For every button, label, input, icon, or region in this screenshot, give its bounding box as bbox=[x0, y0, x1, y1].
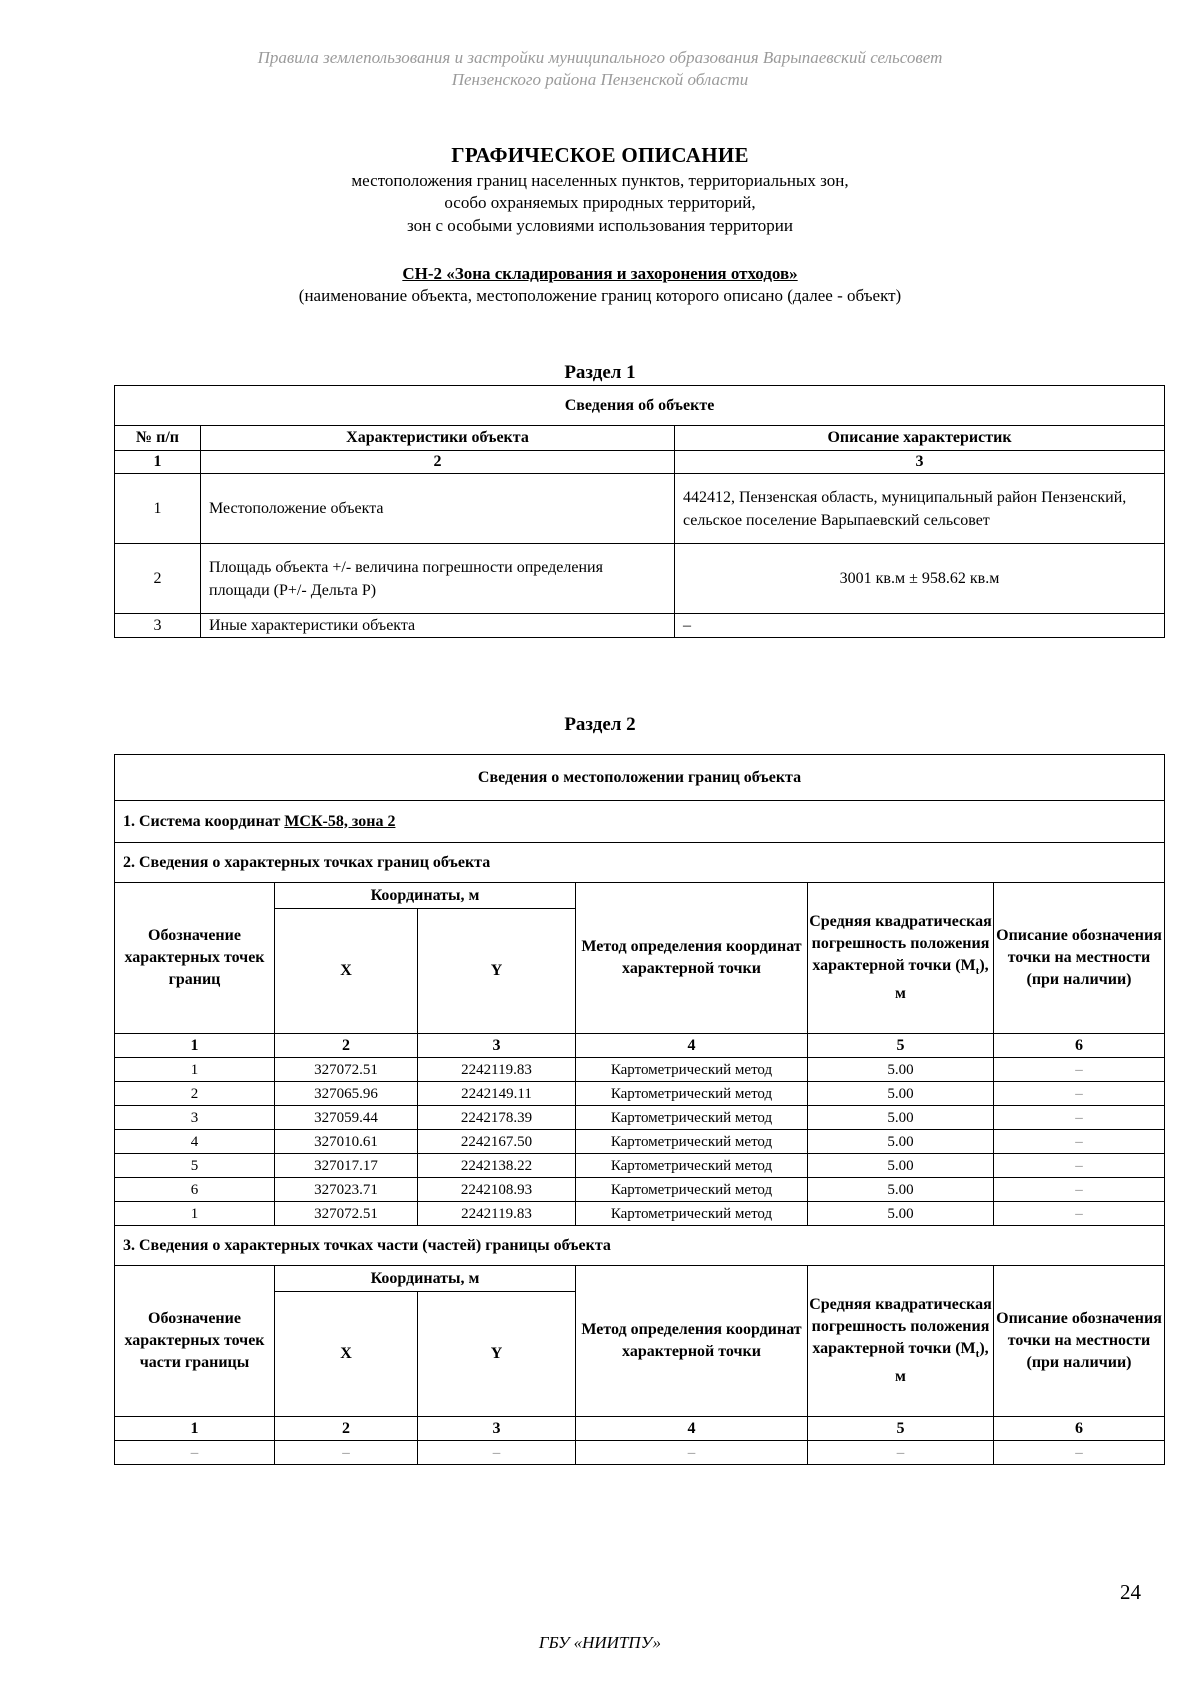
header-point-description: Описание обозначения точки на местности (при наличии) bbox=[994, 883, 1165, 1034]
point-x: 327017.17 bbox=[275, 1154, 418, 1178]
point-error: 5.00 bbox=[808, 1058, 994, 1082]
col-number-2: 2 bbox=[275, 1034, 418, 1058]
document-title: ГРАФИЧЕСКОЕ ОПИСАНИЕ bbox=[451, 143, 749, 167]
header-coordinates: Координаты, м bbox=[275, 1266, 576, 1292]
table-row bbox=[115, 544, 1165, 614]
col-number-4: 4 bbox=[576, 1034, 808, 1058]
table-row bbox=[115, 1106, 1165, 1130]
table-row bbox=[115, 474, 1165, 544]
row-number: 1 bbox=[115, 474, 201, 544]
col-number-1: 1 bbox=[115, 1417, 275, 1441]
header-characteristic: Характеристики объекта bbox=[201, 426, 675, 451]
row-value: – bbox=[675, 614, 1165, 638]
point-y: 2242119.83 bbox=[418, 1202, 576, 1226]
boundary-location-table bbox=[114, 754, 1165, 1465]
object-name-note: (наименование объекта, местоположение границ которого описано (далее - объект) bbox=[298, 286, 902, 305]
coordinate-system: 1. Система координат МСК-58, зона 2 bbox=[115, 801, 1165, 843]
header-coordinates: Координаты, м bbox=[275, 883, 576, 909]
col-number-5: 5 bbox=[808, 1034, 994, 1058]
col-number-5: 5 bbox=[808, 1417, 994, 1441]
table-row bbox=[115, 1441, 1165, 1465]
point-error: 5.00 bbox=[808, 1082, 994, 1106]
point-method: Картометрический метод bbox=[576, 1106, 808, 1130]
page-number: 24 bbox=[1120, 1580, 1141, 1604]
point-description: – bbox=[994, 1058, 1165, 1082]
header-error: Средняя квадратическая погрешность положения характерной точки $(M_t)$, м bbox=[808, 883, 994, 1034]
table-row bbox=[115, 1082, 1165, 1106]
subtitle-line-3: зон с особыми условиями использования территории bbox=[407, 216, 793, 235]
point-method: Картометрический метод bbox=[576, 1154, 808, 1178]
object-name: СН-2 «Зона складирования и захоронения отходов» bbox=[402, 264, 798, 283]
row-characteristic: Местоположение объекта bbox=[201, 474, 675, 544]
coordinate-system-value: МСК-58, зона 2 bbox=[284, 812, 396, 830]
col-number-1: 1 bbox=[115, 451, 201, 474]
object-info-table-title: Сведения об объекте bbox=[115, 386, 1165, 426]
subtitle-line-2: особо охраняемых природных территорий, bbox=[444, 193, 756, 212]
row-number: 3 bbox=[115, 614, 201, 638]
header-number: № п/п bbox=[115, 426, 201, 451]
part-cell: – bbox=[275, 1441, 418, 1465]
part-cell: – bbox=[418, 1441, 576, 1465]
point-method: Картометрический метод bbox=[576, 1082, 808, 1106]
part-cell: – bbox=[576, 1441, 808, 1465]
section-2-title: Раздел 2 bbox=[564, 714, 636, 735]
point-x: 327059.44 bbox=[275, 1106, 418, 1130]
point-y: 2242138.22 bbox=[418, 1154, 576, 1178]
point-method: Картометрический метод bbox=[576, 1178, 808, 1202]
row-value: 3001 кв.м ± 958.62 кв.м bbox=[675, 544, 1165, 614]
running-header-line-1: Правила землепользования и застройки муниципального образования Варыпаевский сельсовет bbox=[257, 48, 943, 67]
point-error: 5.00 bbox=[808, 1178, 994, 1202]
col-number-1: 1 bbox=[115, 1034, 275, 1058]
col-number-6: 6 bbox=[994, 1417, 1165, 1441]
table-row bbox=[115, 1058, 1165, 1082]
point-x: 327010.61 bbox=[275, 1130, 418, 1154]
point-description: – bbox=[994, 1082, 1165, 1106]
table-row bbox=[115, 1154, 1165, 1178]
points-section-title: 2. Сведения о характерных точках границ объекта bbox=[115, 843, 1165, 883]
row-characteristic: Иные характеристики объекта bbox=[201, 614, 675, 638]
point-x: 327072.51 bbox=[275, 1202, 418, 1226]
point-x: 327072.51 bbox=[275, 1058, 418, 1082]
table-row bbox=[115, 1202, 1165, 1226]
boundary-table-title: Сведения о местоположении границ объекта bbox=[115, 755, 1165, 801]
header-x: X bbox=[275, 909, 418, 1034]
header-y: Y bbox=[418, 909, 576, 1034]
subtitle-line-1: местоположения границ населенных пунктов, территориальных зон, bbox=[351, 171, 849, 190]
point-id: 2 bbox=[115, 1082, 275, 1106]
point-id: 1 bbox=[115, 1058, 275, 1082]
col-number-6: 6 bbox=[994, 1034, 1165, 1058]
header-method: Метод определения координат характерной точки bbox=[576, 1266, 808, 1417]
row-characteristic: Площадь объекта +/- величина погрешности определения площади (Р+/- Дельта Р) bbox=[201, 544, 675, 614]
point-error: 5.00 bbox=[808, 1130, 994, 1154]
header-description: Описание характеристик bbox=[675, 426, 1165, 451]
header-y: Y bbox=[418, 1292, 576, 1417]
header-point: Обозначение характерных точек границ bbox=[115, 883, 275, 1034]
point-error: 5.00 bbox=[808, 1106, 994, 1130]
footer: ГБУ «НИИТПУ» bbox=[538, 1633, 662, 1652]
point-id: 1 bbox=[115, 1202, 275, 1226]
col-number-3: 3 bbox=[418, 1417, 576, 1441]
table-row bbox=[115, 1130, 1165, 1154]
point-id: 3 bbox=[115, 1106, 275, 1130]
point-x: 327065.96 bbox=[275, 1082, 418, 1106]
col-number-3: 3 bbox=[418, 1034, 576, 1058]
table-row bbox=[115, 614, 1165, 638]
point-y: 2242119.83 bbox=[418, 1058, 576, 1082]
part-cell: – bbox=[115, 1441, 275, 1465]
points-table-body bbox=[115, 1058, 1165, 1226]
col-number-2: 2 bbox=[201, 451, 675, 474]
point-description: – bbox=[994, 1202, 1165, 1226]
point-method: Картометрический метод bbox=[576, 1202, 808, 1226]
col-number-3: 3 bbox=[675, 451, 1165, 474]
point-y: 2242108.93 bbox=[418, 1178, 576, 1202]
point-y: 2242167.50 bbox=[418, 1130, 576, 1154]
object-info-table bbox=[114, 385, 1165, 638]
point-description: – bbox=[994, 1154, 1165, 1178]
col-number-2: 2 bbox=[275, 1417, 418, 1441]
point-x: 327023.71 bbox=[275, 1178, 418, 1202]
point-description: – bbox=[994, 1106, 1165, 1130]
point-method: Картометрический метод bbox=[576, 1130, 808, 1154]
point-description: – bbox=[994, 1130, 1165, 1154]
header-point-description: Описание обозначения точки на местности (при наличии) bbox=[994, 1266, 1165, 1417]
part-cell: – bbox=[808, 1441, 994, 1465]
header-error: Средняя квадратическая погрешность положения характерной точки $(M_t)$, м bbox=[808, 1266, 994, 1417]
row-value: 442412, Пензенская область, муниципальный район Пензенский, сельское поселение Варыпаевский сельсовет bbox=[675, 474, 1165, 544]
point-y: 2242178.39 bbox=[418, 1106, 576, 1130]
header-x: X bbox=[275, 1292, 418, 1417]
part-cell: – bbox=[994, 1441, 1165, 1465]
header-point-part: Обозначение характерных точек части границы bbox=[115, 1266, 275, 1417]
point-error: 5.00 bbox=[808, 1202, 994, 1226]
col-number-4: 4 bbox=[576, 1417, 808, 1441]
point-description: – bbox=[994, 1178, 1165, 1202]
running-header-line-2: Пензенского района Пензенской области bbox=[451, 70, 749, 89]
table-row bbox=[115, 1178, 1165, 1202]
point-id: 4 bbox=[115, 1130, 275, 1154]
point-id: 6 bbox=[115, 1178, 275, 1202]
point-id: 5 bbox=[115, 1154, 275, 1178]
row-number: 2 bbox=[115, 544, 201, 614]
point-y: 2242149.11 bbox=[418, 1082, 576, 1106]
header-method: Метод определения координат характерной точки bbox=[576, 883, 808, 1034]
point-method: Картометрический метод bbox=[576, 1058, 808, 1082]
section-1-title: Раздел 1 bbox=[564, 362, 636, 383]
parts-section-title: 3. Сведения о характерных точках части (частей) границы объекта bbox=[115, 1226, 1165, 1266]
point-error: 5.00 bbox=[808, 1154, 994, 1178]
